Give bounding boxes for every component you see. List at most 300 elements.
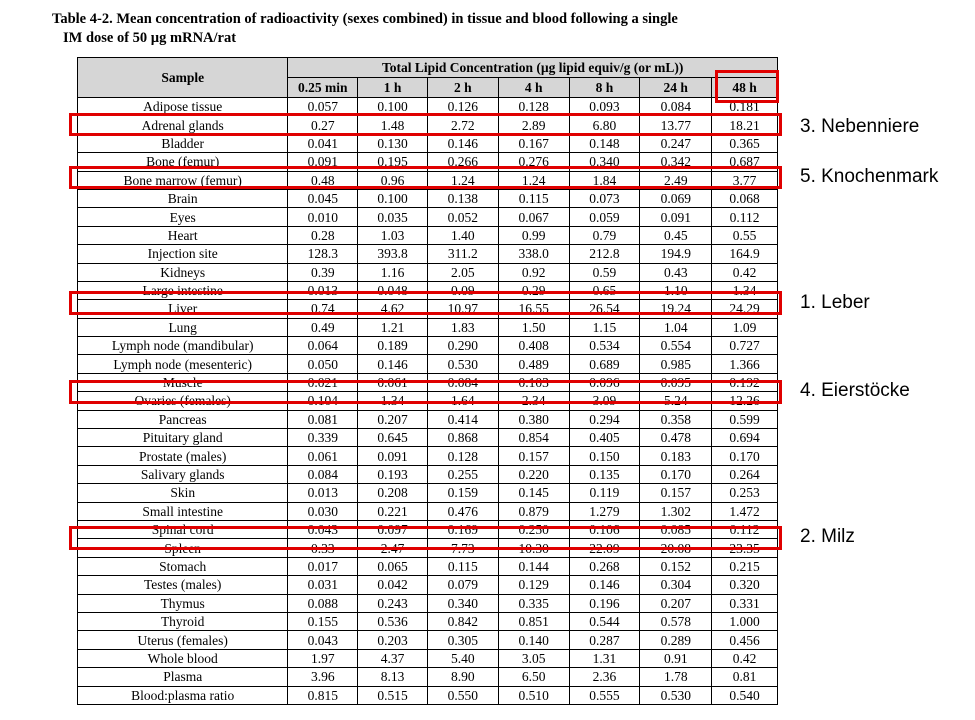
value-cell: 0.335 bbox=[498, 594, 569, 612]
value-cell: 0.096 bbox=[569, 373, 640, 391]
value-cell: 0.059 bbox=[569, 208, 640, 226]
value-cell: 0.515 bbox=[358, 686, 428, 704]
value-cell: 0.159 bbox=[427, 484, 498, 502]
sample-cell: Uterus (females) bbox=[78, 631, 288, 649]
value-cell: 0.196 bbox=[569, 594, 640, 612]
value-cell: 1.97 bbox=[288, 649, 358, 667]
table-row bbox=[78, 429, 778, 447]
value-cell: 0.694 bbox=[712, 429, 778, 447]
value-cell: 0.146 bbox=[427, 134, 498, 152]
value-cell: 2.89 bbox=[498, 116, 569, 134]
timepoint-header: 4 h bbox=[498, 78, 569, 98]
value-cell: 0.243 bbox=[358, 594, 428, 612]
value-cell: 0.112 bbox=[712, 520, 778, 538]
value-cell: 0.320 bbox=[712, 576, 778, 594]
value-cell: 0.052 bbox=[427, 208, 498, 226]
value-cell: 0.727 bbox=[712, 337, 778, 355]
sample-cell: Heart bbox=[78, 226, 288, 244]
value-cell: 0.144 bbox=[498, 557, 569, 575]
sample-cell: Ovaries (females) bbox=[78, 392, 288, 410]
value-cell: 0.55 bbox=[712, 226, 778, 244]
value-cell: 0.068 bbox=[712, 189, 778, 207]
highlight-48h-header bbox=[715, 70, 779, 103]
value-cell: 0.255 bbox=[427, 465, 498, 483]
value-cell: 311.2 bbox=[427, 245, 498, 263]
value-cell: 0.084 bbox=[288, 465, 358, 483]
value-cell: 0.264 bbox=[712, 465, 778, 483]
value-cell: 0.689 bbox=[569, 355, 640, 373]
value-cell: 0.380 bbox=[498, 410, 569, 428]
value-cell: 0.073 bbox=[569, 189, 640, 207]
sample-cell: Thyroid bbox=[78, 612, 288, 630]
value-cell: 0.510 bbox=[498, 686, 569, 704]
value-cell: 1.10 bbox=[640, 281, 712, 299]
value-cell: 0.104 bbox=[288, 392, 358, 410]
timepoint-header: 0.25 min bbox=[288, 78, 358, 98]
value-cell: 23.35 bbox=[712, 539, 778, 557]
value-cell: 2.72 bbox=[427, 116, 498, 134]
value-cell: 0.854 bbox=[498, 429, 569, 447]
table-row bbox=[78, 208, 778, 226]
sample-cell: Lymph node (mesenteric) bbox=[78, 355, 288, 373]
value-cell: 0.358 bbox=[640, 410, 712, 428]
value-cell: 0.091 bbox=[640, 208, 712, 226]
value-cell: 0.207 bbox=[358, 410, 428, 428]
value-cell: 0.100 bbox=[358, 189, 428, 207]
value-cell: 4.62 bbox=[358, 300, 428, 318]
value-cell: 0.74 bbox=[288, 300, 358, 318]
value-cell: 0.28 bbox=[288, 226, 358, 244]
value-cell: 0.150 bbox=[569, 447, 640, 465]
value-cell: 0.985 bbox=[640, 355, 712, 373]
value-cell: 0.530 bbox=[640, 686, 712, 704]
value-cell: 0.203 bbox=[358, 631, 428, 649]
value-cell: 0.157 bbox=[640, 484, 712, 502]
value-cell: 0.45 bbox=[640, 226, 712, 244]
value-cell: 26.54 bbox=[569, 300, 640, 318]
table-row bbox=[78, 465, 778, 483]
sample-cell: Brain bbox=[78, 189, 288, 207]
sample-cell: Spleen bbox=[78, 539, 288, 557]
value-cell: 0.79 bbox=[569, 226, 640, 244]
value-cell: 0.266 bbox=[427, 153, 498, 171]
value-cell: 0.530 bbox=[427, 355, 498, 373]
sample-cell: Liver bbox=[78, 300, 288, 318]
value-cell: 0.013 bbox=[288, 484, 358, 502]
value-cell: 0.013 bbox=[288, 281, 358, 299]
value-cell: 0.294 bbox=[569, 410, 640, 428]
value-cell: 0.42 bbox=[712, 649, 778, 667]
value-cell: 10.30 bbox=[498, 539, 569, 557]
timepoint-header: 8 h bbox=[569, 78, 640, 98]
value-cell: 0.057 bbox=[288, 98, 358, 116]
timepoint-header: 24 h bbox=[640, 78, 712, 98]
value-cell: 0.49 bbox=[288, 318, 358, 336]
value-cell: 1.24 bbox=[427, 171, 498, 189]
value-cell: 0.042 bbox=[358, 576, 428, 594]
value-cell: 0.342 bbox=[640, 153, 712, 171]
table-row bbox=[78, 502, 778, 520]
table-row bbox=[78, 134, 778, 152]
caption-line-1: Table 4-2. Mean concentration of radioactivity (sexes combined) in tissue and blood following a single bbox=[52, 11, 678, 27]
value-cell: 19.24 bbox=[640, 300, 712, 318]
value-cell: 0.220 bbox=[498, 465, 569, 483]
value-cell: 1.34 bbox=[712, 281, 778, 299]
value-cell: 0.408 bbox=[498, 337, 569, 355]
value-cell: 0.106 bbox=[569, 520, 640, 538]
value-cell: 0.112 bbox=[712, 208, 778, 226]
sample-cell: Adrenal glands bbox=[78, 116, 288, 134]
sample-cell: Plasma bbox=[78, 668, 288, 686]
value-cell: 0.09 bbox=[427, 281, 498, 299]
value-cell: 0.169 bbox=[427, 520, 498, 538]
value-cell: 0.842 bbox=[427, 612, 498, 630]
value-cell: 0.99 bbox=[498, 226, 569, 244]
value-cell: 0.540 bbox=[712, 686, 778, 704]
table-row bbox=[78, 686, 778, 704]
table-row bbox=[78, 612, 778, 630]
value-cell: 6.50 bbox=[498, 668, 569, 686]
highlight-liver bbox=[69, 291, 782, 315]
value-cell: 0.181 bbox=[712, 98, 778, 116]
table-row bbox=[78, 576, 778, 594]
value-cell: 0.687 bbox=[712, 153, 778, 171]
highlight-adrenal-glands bbox=[69, 113, 782, 136]
value-cell: 0.061 bbox=[358, 373, 428, 391]
value-cell: 3.09 bbox=[569, 392, 640, 410]
value-cell: 0.92 bbox=[498, 263, 569, 281]
value-cell: 0.555 bbox=[569, 686, 640, 704]
value-cell: 0.167 bbox=[498, 134, 569, 152]
value-cell: 0.536 bbox=[358, 612, 428, 630]
value-cell: 0.085 bbox=[640, 520, 712, 538]
value-cell: 1.31 bbox=[569, 649, 640, 667]
highlight-ovaries bbox=[69, 380, 782, 404]
value-cell: 0.043 bbox=[288, 631, 358, 649]
value-cell: 0.287 bbox=[569, 631, 640, 649]
value-cell: 0.146 bbox=[569, 576, 640, 594]
value-cell: 0.021 bbox=[288, 373, 358, 391]
value-cell: 0.544 bbox=[569, 612, 640, 630]
sample-cell: Skin bbox=[78, 484, 288, 502]
value-cell: 3.96 bbox=[288, 668, 358, 686]
value-cell: 1.50 bbox=[498, 318, 569, 336]
value-cell: 0.42 bbox=[712, 263, 778, 281]
value-cell: 0.43 bbox=[640, 263, 712, 281]
value-cell: 164.9 bbox=[712, 245, 778, 263]
value-cell: 1.34 bbox=[358, 392, 428, 410]
value-cell: 0.010 bbox=[288, 208, 358, 226]
value-cell: 0.534 bbox=[569, 337, 640, 355]
value-cell: 0.155 bbox=[288, 612, 358, 630]
value-cell: 0.115 bbox=[498, 189, 569, 207]
value-cell: 0.193 bbox=[358, 465, 428, 483]
value-cell: 0.128 bbox=[427, 447, 498, 465]
value-cell: 2.34 bbox=[498, 392, 569, 410]
value-cell: 0.084 bbox=[427, 373, 498, 391]
value-cell: 0.91 bbox=[640, 649, 712, 667]
sample-cell: Kidneys bbox=[78, 263, 288, 281]
sample-cell: Bone (femur) bbox=[78, 153, 288, 171]
value-cell: 3.05 bbox=[498, 649, 569, 667]
value-cell: 0.550 bbox=[427, 686, 498, 704]
value-cell: 0.146 bbox=[358, 355, 428, 373]
value-cell: 0.170 bbox=[640, 465, 712, 483]
table-row bbox=[78, 189, 778, 207]
table-row bbox=[78, 557, 778, 575]
value-cell: 0.103 bbox=[498, 373, 569, 391]
value-cell: 0.145 bbox=[498, 484, 569, 502]
value-cell: 1.78 bbox=[640, 668, 712, 686]
value-cell: 0.305 bbox=[427, 631, 498, 649]
value-cell: 0.250 bbox=[498, 520, 569, 538]
annotation-liver: 1. Leber bbox=[800, 292, 870, 313]
value-cell: 1.366 bbox=[712, 355, 778, 373]
value-cell: 1.15 bbox=[569, 318, 640, 336]
table-caption bbox=[52, 10, 792, 48]
value-cell: 2.36 bbox=[569, 668, 640, 686]
value-cell: 1.24 bbox=[498, 171, 569, 189]
value-cell: 128.3 bbox=[288, 245, 358, 263]
value-cell: 0.079 bbox=[427, 576, 498, 594]
table-row bbox=[78, 447, 778, 465]
value-cell: 0.59 bbox=[569, 263, 640, 281]
value-cell: 0.253 bbox=[712, 484, 778, 502]
annotation-adrenal: 3. Nebenniere bbox=[800, 116, 920, 137]
value-cell: 22.09 bbox=[569, 539, 640, 557]
table-row bbox=[78, 410, 778, 428]
table-row bbox=[78, 318, 778, 336]
sample-cell: Adipose tissue bbox=[78, 98, 288, 116]
value-cell: 5.40 bbox=[427, 649, 498, 667]
value-cell: 0.478 bbox=[640, 429, 712, 447]
value-cell: 0.097 bbox=[358, 520, 428, 538]
sample-cell: Pituitary gland bbox=[78, 429, 288, 447]
timepoint-header: 2 h bbox=[427, 78, 498, 98]
value-cell: 1.04 bbox=[640, 318, 712, 336]
sample-cell: Eyes bbox=[78, 208, 288, 226]
value-cell: 0.851 bbox=[498, 612, 569, 630]
table-row bbox=[78, 594, 778, 612]
value-cell: 338.0 bbox=[498, 245, 569, 263]
sample-cell: Pancreas bbox=[78, 410, 288, 428]
value-cell: 0.96 bbox=[358, 171, 428, 189]
value-cell: 0.221 bbox=[358, 502, 428, 520]
value-cell: 0.339 bbox=[288, 429, 358, 447]
value-cell: 0.207 bbox=[640, 594, 712, 612]
group-header: Total Lipid Concentration (µg lipid equiv/g (or mL)) bbox=[288, 58, 778, 78]
value-cell: 1.64 bbox=[427, 392, 498, 410]
value-cell: 0.645 bbox=[358, 429, 428, 447]
table-row bbox=[78, 355, 778, 373]
value-cell: 0.247 bbox=[640, 134, 712, 152]
value-cell: 0.208 bbox=[358, 484, 428, 502]
value-cell: 0.140 bbox=[498, 631, 569, 649]
caption-line-2: IM dose of 50 µg mRNA/rat bbox=[63, 30, 237, 46]
value-cell: 0.045 bbox=[288, 189, 358, 207]
value-cell: 0.195 bbox=[358, 153, 428, 171]
value-cell: 1.09 bbox=[712, 318, 778, 336]
value-cell: 0.084 bbox=[640, 98, 712, 116]
value-cell: 0.041 bbox=[288, 134, 358, 152]
value-cell: 0.268 bbox=[569, 557, 640, 575]
annotation-spleen: 2. Milz bbox=[800, 526, 855, 547]
value-cell: 0.100 bbox=[358, 98, 428, 116]
value-cell: 0.81 bbox=[712, 668, 778, 686]
value-cell: 0.276 bbox=[498, 153, 569, 171]
value-cell: 4.37 bbox=[358, 649, 428, 667]
value-cell: 0.030 bbox=[288, 502, 358, 520]
value-cell: 0.340 bbox=[427, 594, 498, 612]
value-cell: 1.84 bbox=[569, 171, 640, 189]
sample-cell: Stomach bbox=[78, 557, 288, 575]
value-cell: 0.489 bbox=[498, 355, 569, 373]
value-cell: 0.091 bbox=[358, 447, 428, 465]
value-cell: 0.578 bbox=[640, 612, 712, 630]
value-cell: 212.8 bbox=[569, 245, 640, 263]
value-cell: 2.49 bbox=[640, 171, 712, 189]
value-cell: 0.290 bbox=[427, 337, 498, 355]
value-cell: 6.80 bbox=[569, 116, 640, 134]
value-cell: 0.126 bbox=[427, 98, 498, 116]
value-cell: 0.414 bbox=[427, 410, 498, 428]
value-cell: 0.069 bbox=[640, 189, 712, 207]
value-cell: 1.302 bbox=[640, 502, 712, 520]
value-cell: 0.115 bbox=[427, 557, 498, 575]
value-cell: 0.048 bbox=[358, 281, 428, 299]
value-cell: 0.035 bbox=[358, 208, 428, 226]
value-cell: 0.157 bbox=[498, 447, 569, 465]
sample-cell: Lymph node (mandibular) bbox=[78, 337, 288, 355]
value-cell: 0.061 bbox=[288, 447, 358, 465]
value-cell: 0.119 bbox=[569, 484, 640, 502]
sample-cell: Small intestine bbox=[78, 502, 288, 520]
value-cell: 0.48 bbox=[288, 171, 358, 189]
value-cell: 7.73 bbox=[427, 539, 498, 557]
value-cell: 0.031 bbox=[288, 576, 358, 594]
sample-cell: Bone marrow (femur) bbox=[78, 171, 288, 189]
value-cell: 0.215 bbox=[712, 557, 778, 575]
annotation-ovaries: 4. Eierstöcke bbox=[800, 380, 910, 401]
value-cell: 1.21 bbox=[358, 318, 428, 336]
timepoint-header: 1 h bbox=[358, 78, 428, 98]
table-row bbox=[78, 668, 778, 686]
value-cell: 12.26 bbox=[712, 392, 778, 410]
value-cell: 8.13 bbox=[358, 668, 428, 686]
table-row bbox=[78, 263, 778, 281]
value-cell: 5.24 bbox=[640, 392, 712, 410]
value-cell: 1.40 bbox=[427, 226, 498, 244]
sample-cell: Bladder bbox=[78, 134, 288, 152]
value-cell: 0.476 bbox=[427, 502, 498, 520]
annotation-bone-marrow: 5. Knochenmark bbox=[800, 166, 939, 187]
value-cell: 3.77 bbox=[712, 171, 778, 189]
sample-cell: Testes (males) bbox=[78, 576, 288, 594]
value-cell: 194.9 bbox=[640, 245, 712, 263]
value-cell: 1.03 bbox=[358, 226, 428, 244]
table-row bbox=[78, 631, 778, 649]
value-cell: 0.129 bbox=[498, 576, 569, 594]
value-cell: 0.331 bbox=[712, 594, 778, 612]
sample-cell: Spinal cord bbox=[78, 520, 288, 538]
value-cell: 0.095 bbox=[640, 373, 712, 391]
sample-cell: Thymus bbox=[78, 594, 288, 612]
value-cell: 0.33 bbox=[288, 539, 358, 557]
highlight-bone-marrow bbox=[69, 166, 782, 189]
value-cell: 8.90 bbox=[427, 668, 498, 686]
value-cell: 0.340 bbox=[569, 153, 640, 171]
sample-cell: Blood:plasma ratio bbox=[78, 686, 288, 704]
sample-cell: Muscle bbox=[78, 373, 288, 391]
value-cell: 0.081 bbox=[288, 410, 358, 428]
value-cell: 1.83 bbox=[427, 318, 498, 336]
value-cell: 0.554 bbox=[640, 337, 712, 355]
value-cell: 0.148 bbox=[569, 134, 640, 152]
table-row bbox=[78, 245, 778, 263]
value-cell: 0.135 bbox=[569, 465, 640, 483]
value-cell: 0.138 bbox=[427, 189, 498, 207]
value-cell: 0.183 bbox=[640, 447, 712, 465]
value-cell: 0.152 bbox=[640, 557, 712, 575]
table-row bbox=[78, 484, 778, 502]
value-cell: 393.8 bbox=[358, 245, 428, 263]
value-cell: 0.192 bbox=[712, 373, 778, 391]
value-cell: 0.304 bbox=[640, 576, 712, 594]
value-cell: 0.879 bbox=[498, 502, 569, 520]
value-cell: 0.868 bbox=[427, 429, 498, 447]
value-cell: 20.08 bbox=[640, 539, 712, 557]
value-cell: 0.289 bbox=[640, 631, 712, 649]
value-cell: 18.21 bbox=[712, 116, 778, 134]
value-cell: 0.599 bbox=[712, 410, 778, 428]
value-cell: 0.088 bbox=[288, 594, 358, 612]
value-cell: 24.29 bbox=[712, 300, 778, 318]
value-cell: 0.815 bbox=[288, 686, 358, 704]
value-cell: 0.064 bbox=[288, 337, 358, 355]
value-cell: 0.170 bbox=[712, 447, 778, 465]
value-cell: 1.472 bbox=[712, 502, 778, 520]
value-cell: 0.093 bbox=[569, 98, 640, 116]
value-cell: 0.067 bbox=[498, 208, 569, 226]
header-row-group bbox=[78, 58, 778, 78]
value-cell: 0.456 bbox=[712, 631, 778, 649]
value-cell: 0.189 bbox=[358, 337, 428, 355]
sample-cell: Large intestine bbox=[78, 281, 288, 299]
value-cell: 16.55 bbox=[498, 300, 569, 318]
table-row bbox=[78, 226, 778, 244]
value-cell: 0.017 bbox=[288, 557, 358, 575]
value-cell: 1.000 bbox=[712, 612, 778, 630]
timepoint-header: 48 h bbox=[712, 78, 778, 98]
highlight-spleen bbox=[69, 526, 782, 550]
value-cell: 0.050 bbox=[288, 355, 358, 373]
value-cell: 10.97 bbox=[427, 300, 498, 318]
sample-cell: Lung bbox=[78, 318, 288, 336]
value-cell: 2.05 bbox=[427, 263, 498, 281]
value-cell: 1.279 bbox=[569, 502, 640, 520]
value-cell: 0.091 bbox=[288, 153, 358, 171]
value-cell: 0.130 bbox=[358, 134, 428, 152]
table-row bbox=[78, 649, 778, 667]
value-cell: 0.29 bbox=[498, 281, 569, 299]
table-row bbox=[78, 337, 778, 355]
value-cell: 0.405 bbox=[569, 429, 640, 447]
sample-cell: Prostate (males) bbox=[78, 447, 288, 465]
value-cell: 0.27 bbox=[288, 116, 358, 134]
value-cell: 2.47 bbox=[358, 539, 428, 557]
value-cell: 0.39 bbox=[288, 263, 358, 281]
value-cell: 0.065 bbox=[358, 557, 428, 575]
